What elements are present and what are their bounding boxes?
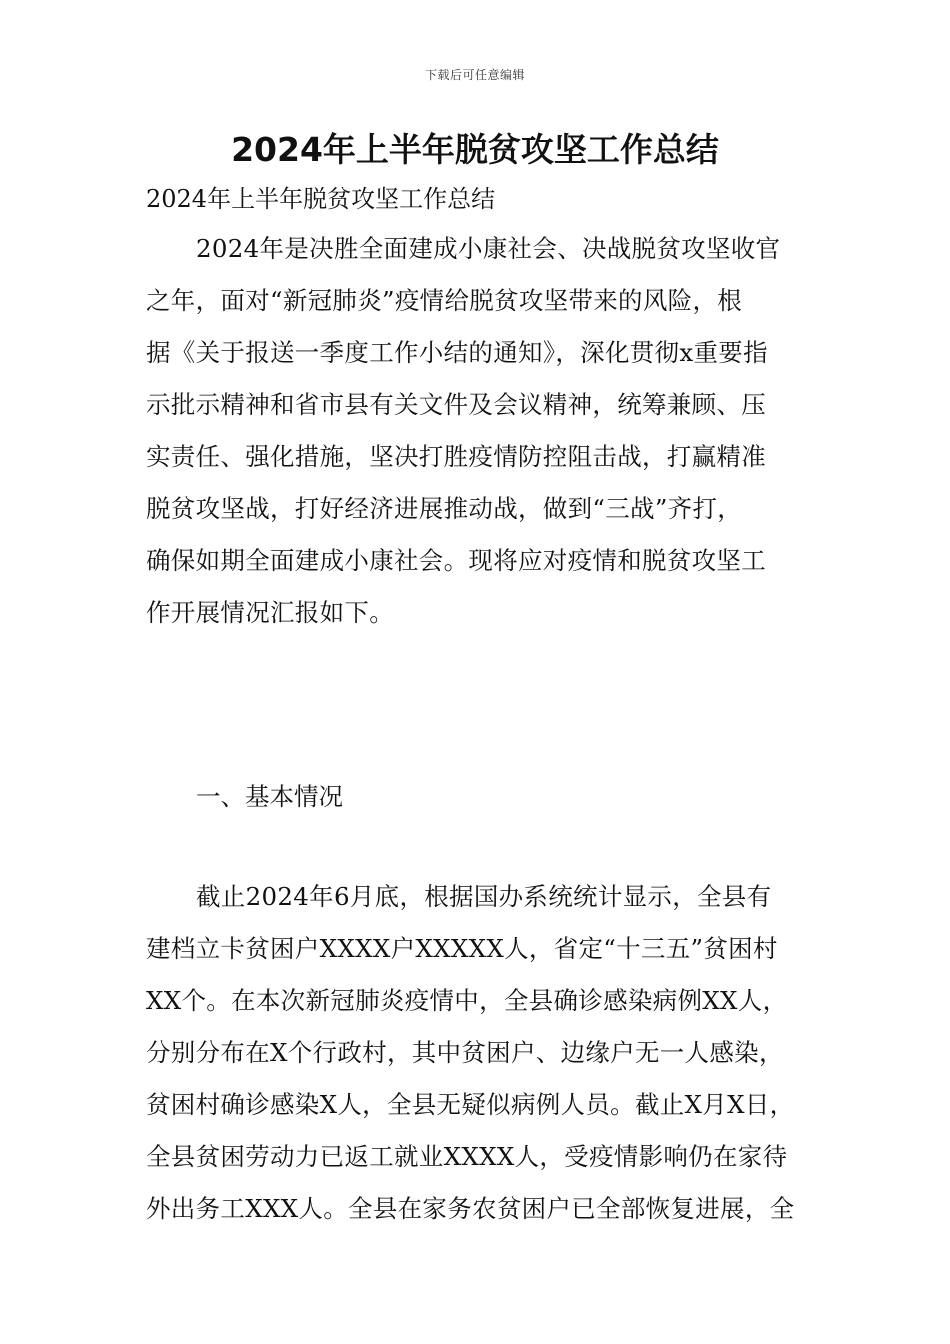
paragraph-line: 确保如期全面建成小康社会。现将应对疫情和脱贫攻坚工	[146, 546, 766, 575]
document-subtitle: 2024年上半年脱贫攻坚工作总结	[146, 185, 496, 213]
section-heading: 一、基本情况	[196, 782, 343, 811]
paragraph-line: 分别分布在X个行政村，其中贫困户、边缘户无一人感染，	[146, 1038, 784, 1067]
paragraph-line: 外出务工XXX人。全县在家务农贫困户已全部恢复进展，全	[146, 1194, 795, 1223]
paragraph-line: 作开展情况汇报如下。	[146, 598, 394, 627]
paragraph-line: 全县贫困劳动力已返工就业XXXX人，受疫情影响仍在家待	[146, 1142, 788, 1171]
paragraph-line: 贫困村确诊感染X人，全县无疑似病例人员。截止X月X日，	[146, 1090, 795, 1119]
paragraph-basic-situation	[146, 880, 826, 1244]
paragraph-line: XX个。在本次新冠肺炎疫情中，全县确诊感染病例XX人，	[146, 986, 788, 1015]
paragraph-line: 2024年是决胜全面建成小康社会、决战脱贫攻坚收官	[196, 234, 781, 263]
paragraph-intro	[146, 232, 826, 648]
paragraph-line: 建档立卡贫困户XXXX户XXXXX人，省定“十三五”贫困村	[146, 934, 778, 963]
document-title: 2024年上半年脱贫攻坚工作总结	[231, 130, 719, 169]
paragraph-line: 示批示精神和省市县有关文件及会议精神，统筹兼顾、压	[146, 390, 766, 419]
header-note: 下载后可任意编辑	[424, 68, 525, 82]
paragraph-line: 据《关于报送一季度工作小结的通知》，深化贯彻x重要指	[146, 338, 768, 367]
paragraph-line: 截止2024年6月底，根据国办系统统计显示，全县有	[196, 882, 772, 911]
paragraph-line: 实责任、强化措施，坚决打胜疫情防控阻击战，打赢精准	[146, 442, 766, 471]
paragraph-line: 之年，面对“新冠肺炎”疫情给脱贫攻坚带来的风险，根	[146, 286, 743, 315]
paragraph-line: 脱贫攻坚战，打好经济进展推动战，做到“三战”齐打，	[146, 494, 743, 523]
